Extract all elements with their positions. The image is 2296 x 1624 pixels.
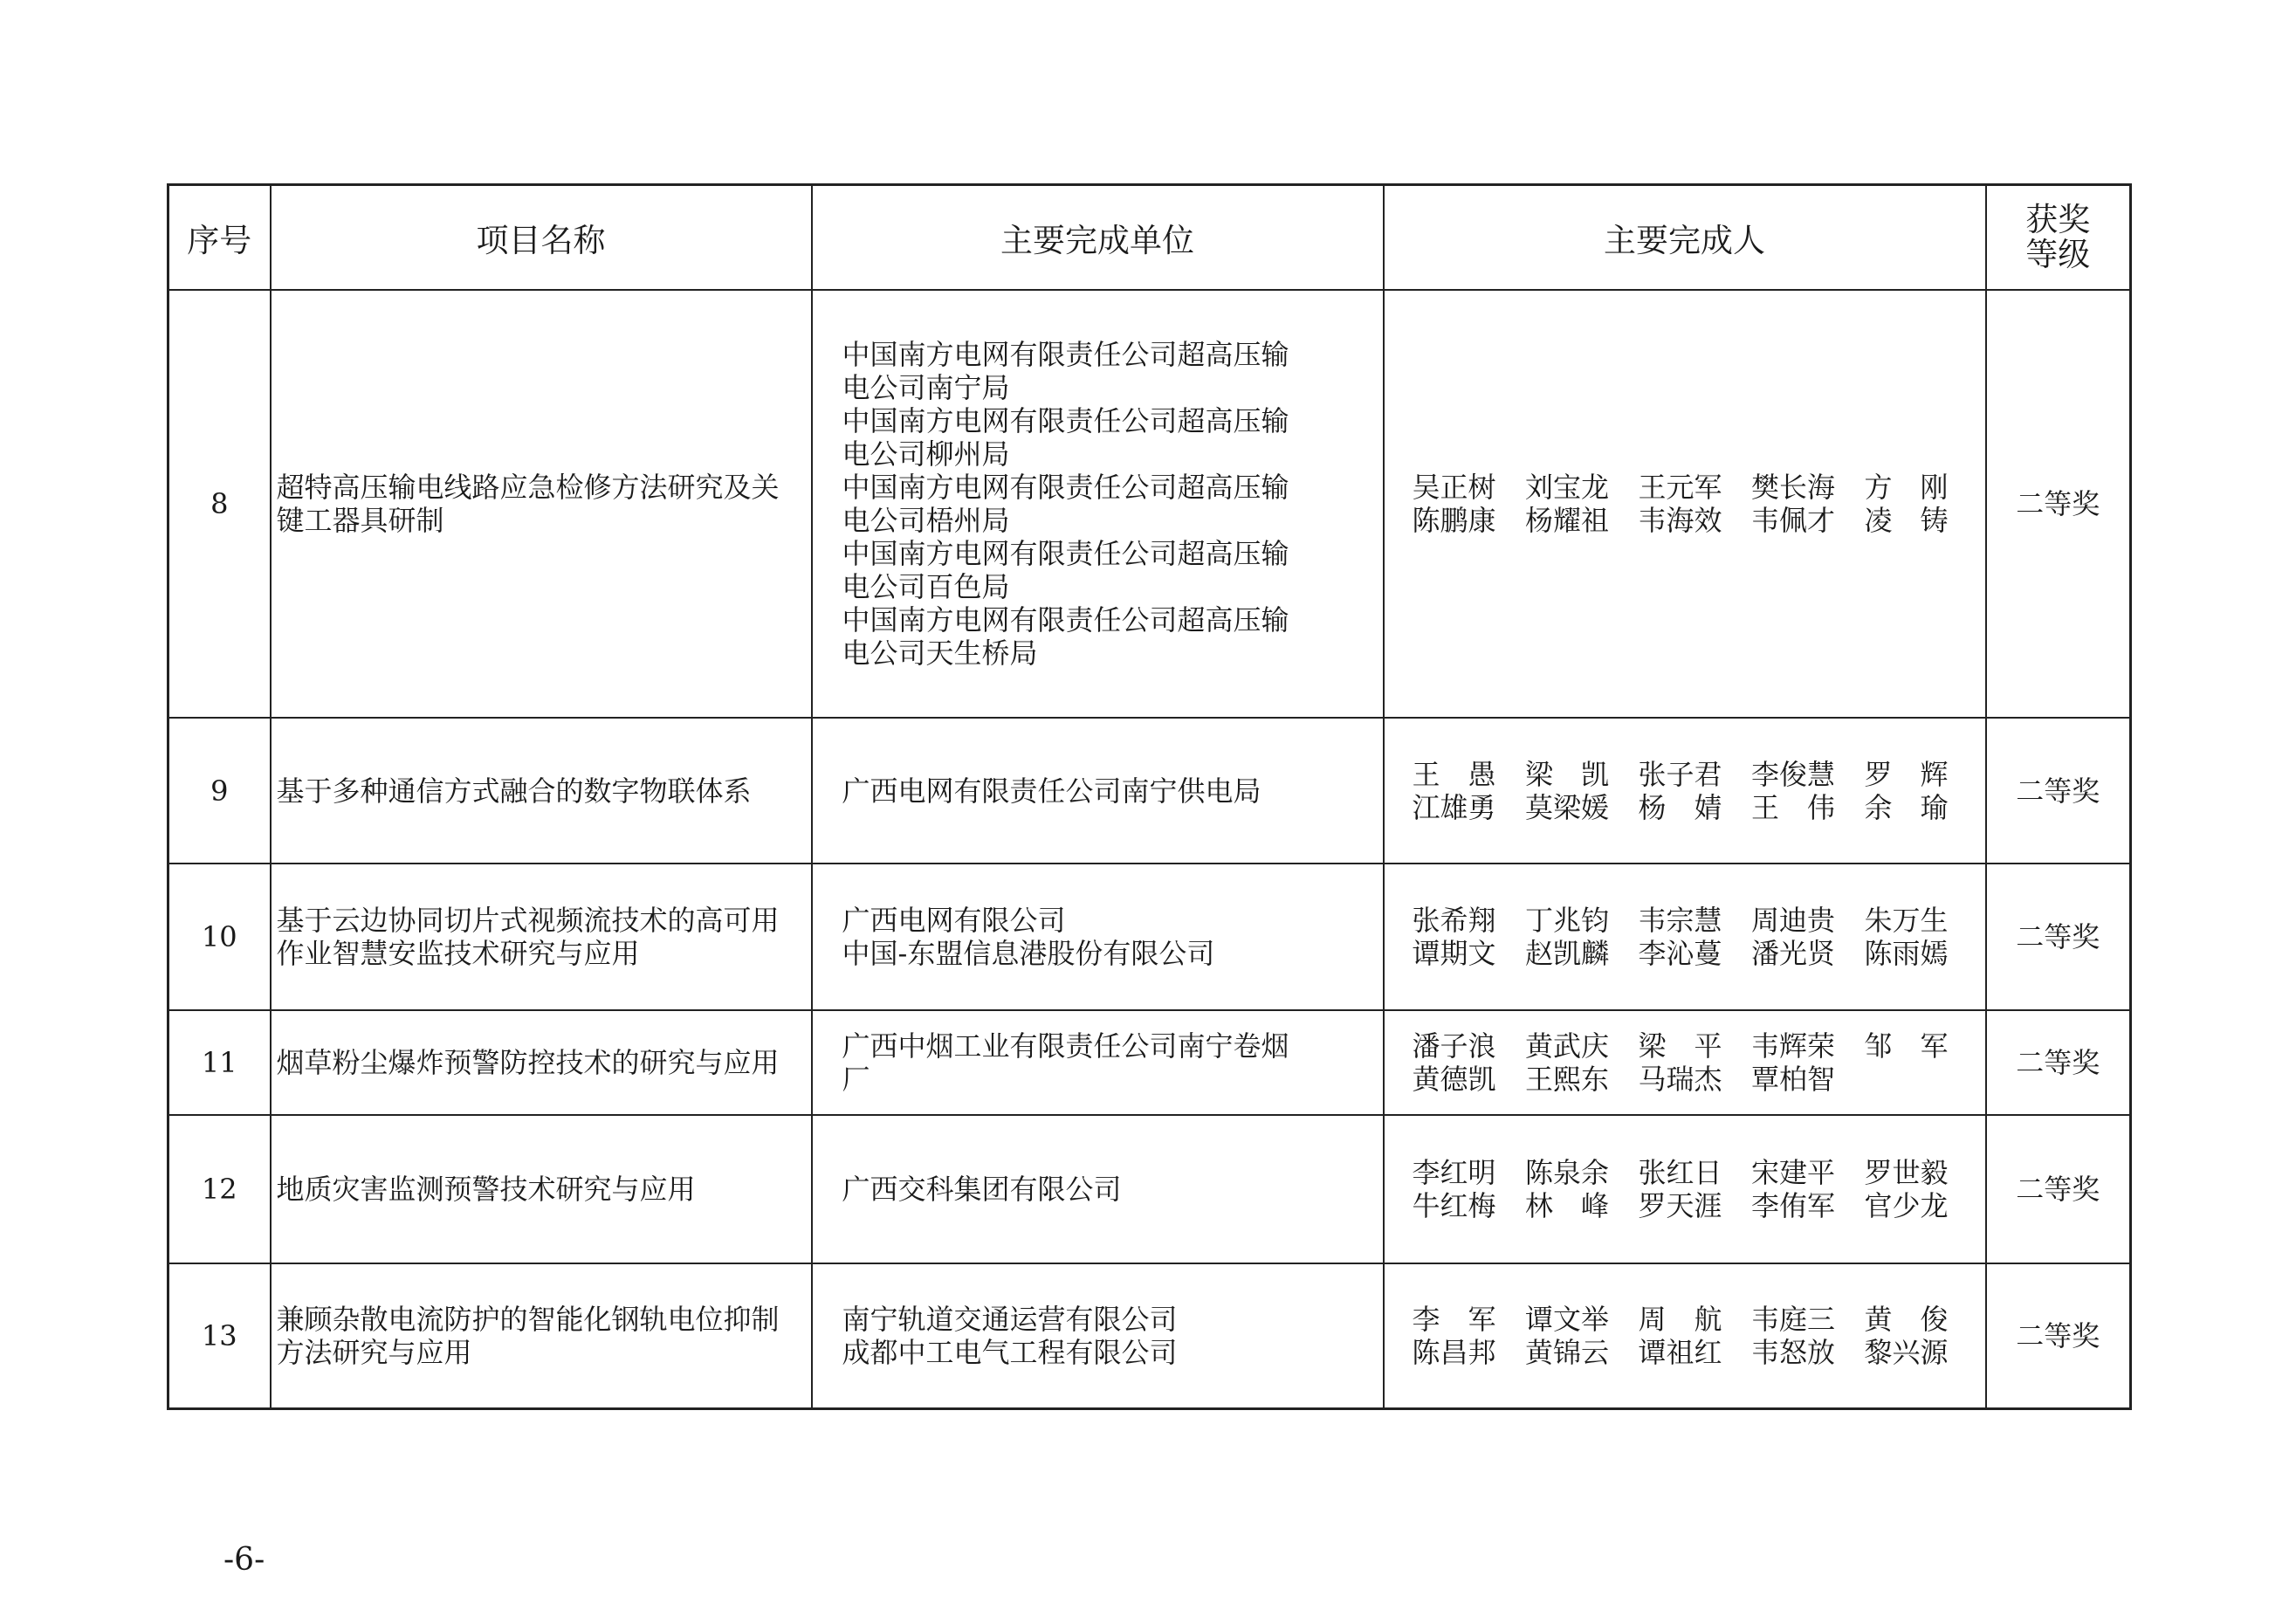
people-line <box>1413 1336 1961 1369</box>
person-name: 李俊慧 <box>1751 757 1836 791</box>
person-name: 张红日 <box>1638 1156 1722 1189</box>
header-main-people: 主要完成人 <box>1384 185 1986 291</box>
person-name: 杨 婧 <box>1638 790 1722 824</box>
person-name: 韦海效 <box>1638 504 1722 537</box>
row-award-level: 二等奖 <box>1986 1115 2131 1263</box>
person-name: 陈昌邦 <box>1412 1335 1496 1369</box>
header-project-name: 项目名称 <box>271 185 812 291</box>
table-body <box>168 290 2131 1408</box>
row-project-name: 基于云边协同切片式视频流技术的高可用作业智慧安监技术研究与应用 <box>271 864 812 1010</box>
unit-line: 成都中工电气工程有限公司 <box>842 1335 1178 1369</box>
person-name: 刘宝龙 <box>1525 471 1610 504</box>
person-name: 覃柏智 <box>1751 1063 1836 1096</box>
row-seq: 11 <box>168 1010 271 1115</box>
unit-line: 电公司柳州局 <box>842 437 1010 471</box>
person-name: 潘光贤 <box>1751 937 1836 970</box>
table-row <box>168 718 2131 864</box>
row-project-name: 兼顾杂散电流防护的智能化钢轨电位抑制方法研究与应用 <box>271 1263 812 1408</box>
row-seq: 9 <box>168 718 271 864</box>
person-name: 林 峰 <box>1525 1189 1610 1222</box>
unit-line: 中国南方电网有限责任公司超高压输 <box>842 603 1289 637</box>
table-row <box>168 1263 2131 1408</box>
people-line <box>1413 758 1961 791</box>
table-header-row <box>168 185 2131 291</box>
row-project-name: 地质灾害监测预警技术研究与应用 <box>271 1115 812 1263</box>
header-award-level-line1: 获奖 <box>2025 201 2091 238</box>
person-name: 谭文举 <box>1525 1302 1610 1336</box>
person-name: 黄武庆 <box>1525 1029 1610 1063</box>
row-seq: 12 <box>168 1115 271 1263</box>
table-row <box>168 1010 2131 1115</box>
unit-line: 中国南方电网有限责任公司超高压输 <box>842 471 1289 504</box>
row-project-name: 烟草粉尘爆炸预警防控技术的研究与应用 <box>271 1010 812 1115</box>
person-name: 韦庭三 <box>1751 1302 1836 1336</box>
header-seq: 序号 <box>168 185 271 291</box>
person-name: 谭期文 <box>1412 937 1496 970</box>
person-name: 吴正树 <box>1412 471 1496 504</box>
person-name: 罗天涯 <box>1638 1189 1722 1222</box>
row-seq: 8 <box>168 290 271 718</box>
row-project-name: 超特高压输电线路应急检修方法研究及关键工器具研制 <box>271 290 812 718</box>
person-name: 陈鹏康 <box>1412 504 1496 537</box>
person-name: 马瑞杰 <box>1638 1063 1722 1096</box>
unit-line: 广西交科集团有限公司 <box>842 1173 1122 1206</box>
person-name: 韦怒放 <box>1751 1335 1836 1369</box>
row-main-unit <box>812 290 1384 718</box>
unit-line: 广西电网有限责任公司南宁供电局 <box>842 774 1261 808</box>
person-name: 官少龙 <box>1864 1189 1949 1222</box>
table-row <box>168 290 2131 718</box>
person-name: 韦佩才 <box>1751 504 1836 537</box>
person-name: 邹 军 <box>1864 1029 1949 1063</box>
person-name: 黄锦云 <box>1525 1335 1610 1369</box>
people-line <box>1413 1303 1961 1336</box>
row-main-people <box>1384 1010 1986 1115</box>
unit-line: 电公司南宁局 <box>842 371 1010 404</box>
person-name: 余 瑜 <box>1864 790 1949 824</box>
person-name: 杨耀祖 <box>1525 504 1610 537</box>
person-name: 梁 凯 <box>1525 757 1610 791</box>
person-name: 周 航 <box>1638 1302 1722 1336</box>
people-line <box>1413 791 1961 824</box>
person-name: 张希翔 <box>1412 904 1496 937</box>
person-name <box>1865 1063 1961 1096</box>
people-line <box>1413 904 1961 937</box>
header-main-unit: 主要完成单位 <box>812 185 1384 291</box>
person-name: 宋建平 <box>1751 1156 1836 1189</box>
person-name: 丁兆钧 <box>1525 904 1610 937</box>
people-line <box>1413 1029 1961 1063</box>
person-name: 梁 平 <box>1638 1029 1722 1063</box>
row-project-name: 基于多种通信方式融合的数字物联体系 <box>271 718 812 864</box>
person-name: 李红明 <box>1412 1156 1496 1189</box>
unit-line: 南宁轨道交通运营有限公司 <box>842 1302 1178 1336</box>
unit-line: 中国南方电网有限责任公司超高压输 <box>842 404 1289 437</box>
unit-line: 中国-东盟信息港股份有限公司 <box>842 937 1215 970</box>
row-main-people <box>1384 718 1986 864</box>
row-seq: 10 <box>168 864 271 1010</box>
row-main-people <box>1384 290 1986 718</box>
page-number: -6- <box>223 1542 265 1578</box>
header-award-level <box>1986 185 2131 291</box>
person-name: 黄 俊 <box>1864 1302 1949 1336</box>
row-main-unit <box>812 1115 1384 1263</box>
unit-line: 广西电网有限公司 <box>842 904 1066 937</box>
unit-line: 电公司百色局 <box>842 570 1010 603</box>
person-name: 王熙东 <box>1525 1063 1610 1096</box>
row-main-people <box>1384 1263 1986 1408</box>
unit-line: 广西中烟工业有限责任公司南宁卷烟 <box>842 1029 1289 1063</box>
row-main-people <box>1384 1115 1986 1263</box>
unit-line: 电公司天生桥局 <box>842 637 1038 670</box>
person-name: 李 军 <box>1412 1302 1496 1336</box>
person-name: 罗世毅 <box>1864 1156 1949 1189</box>
person-name: 牛红梅 <box>1412 1189 1496 1222</box>
row-main-unit <box>812 1263 1384 1408</box>
person-name: 周迪贵 <box>1751 904 1836 937</box>
unit-line: 厂 <box>842 1063 870 1096</box>
person-name: 罗 辉 <box>1864 757 1949 791</box>
people-line <box>1413 1156 1961 1189</box>
row-main-people <box>1384 864 1986 1010</box>
person-name: 王元军 <box>1638 471 1722 504</box>
person-name: 陈泉余 <box>1525 1156 1610 1189</box>
person-name: 李侑军 <box>1751 1189 1836 1222</box>
unit-line: 电公司梧州局 <box>842 504 1010 537</box>
person-name: 樊长海 <box>1751 471 1836 504</box>
person-name: 张子君 <box>1638 757 1722 791</box>
person-name: 赵凯麟 <box>1525 937 1610 970</box>
person-name: 王 伟 <box>1751 790 1836 824</box>
person-name: 凌 铸 <box>1864 504 1949 537</box>
header-award-level-line2: 等级 <box>2025 236 2091 273</box>
table-row <box>168 1115 2131 1263</box>
person-name: 朱万生 <box>1864 904 1949 937</box>
award-table <box>167 183 2132 1410</box>
people-line <box>1413 1189 1961 1222</box>
row-award-level: 二等奖 <box>1986 718 2131 864</box>
person-name: 王 愚 <box>1412 757 1496 791</box>
people-line <box>1413 1063 1961 1096</box>
row-award-level: 二等奖 <box>1986 1010 2131 1115</box>
row-award-level: 二等奖 <box>1986 290 2131 718</box>
person-name: 韦辉荣 <box>1751 1029 1836 1063</box>
unit-line: 中国南方电网有限责任公司超高压输 <box>842 537 1289 570</box>
row-main-unit <box>812 864 1384 1010</box>
unit-line: 中国南方电网有限责任公司超高压输 <box>842 338 1289 371</box>
people-line <box>1413 471 1961 504</box>
row-seq: 13 <box>168 1263 271 1408</box>
row-award-level: 二等奖 <box>1986 864 2131 1010</box>
person-name: 潘子浪 <box>1412 1029 1496 1063</box>
row-award-level: 二等奖 <box>1986 1263 2131 1408</box>
person-name: 江雄勇 <box>1412 790 1496 824</box>
person-name: 莫梁媛 <box>1525 790 1610 824</box>
row-main-unit <box>812 718 1384 864</box>
person-name: 黎兴源 <box>1864 1335 1949 1369</box>
person-name: 黄德凯 <box>1412 1063 1496 1096</box>
people-line <box>1413 937 1961 970</box>
person-name: 李沁蔓 <box>1638 937 1722 970</box>
row-main-unit <box>812 1010 1384 1115</box>
person-name: 谭祖红 <box>1638 1335 1722 1369</box>
people-line <box>1413 504 1961 537</box>
person-name: 陈雨嫣 <box>1864 937 1949 970</box>
person-name: 韦宗慧 <box>1638 904 1722 937</box>
table-row <box>168 864 2131 1010</box>
person-name: 方 刚 <box>1864 471 1949 504</box>
